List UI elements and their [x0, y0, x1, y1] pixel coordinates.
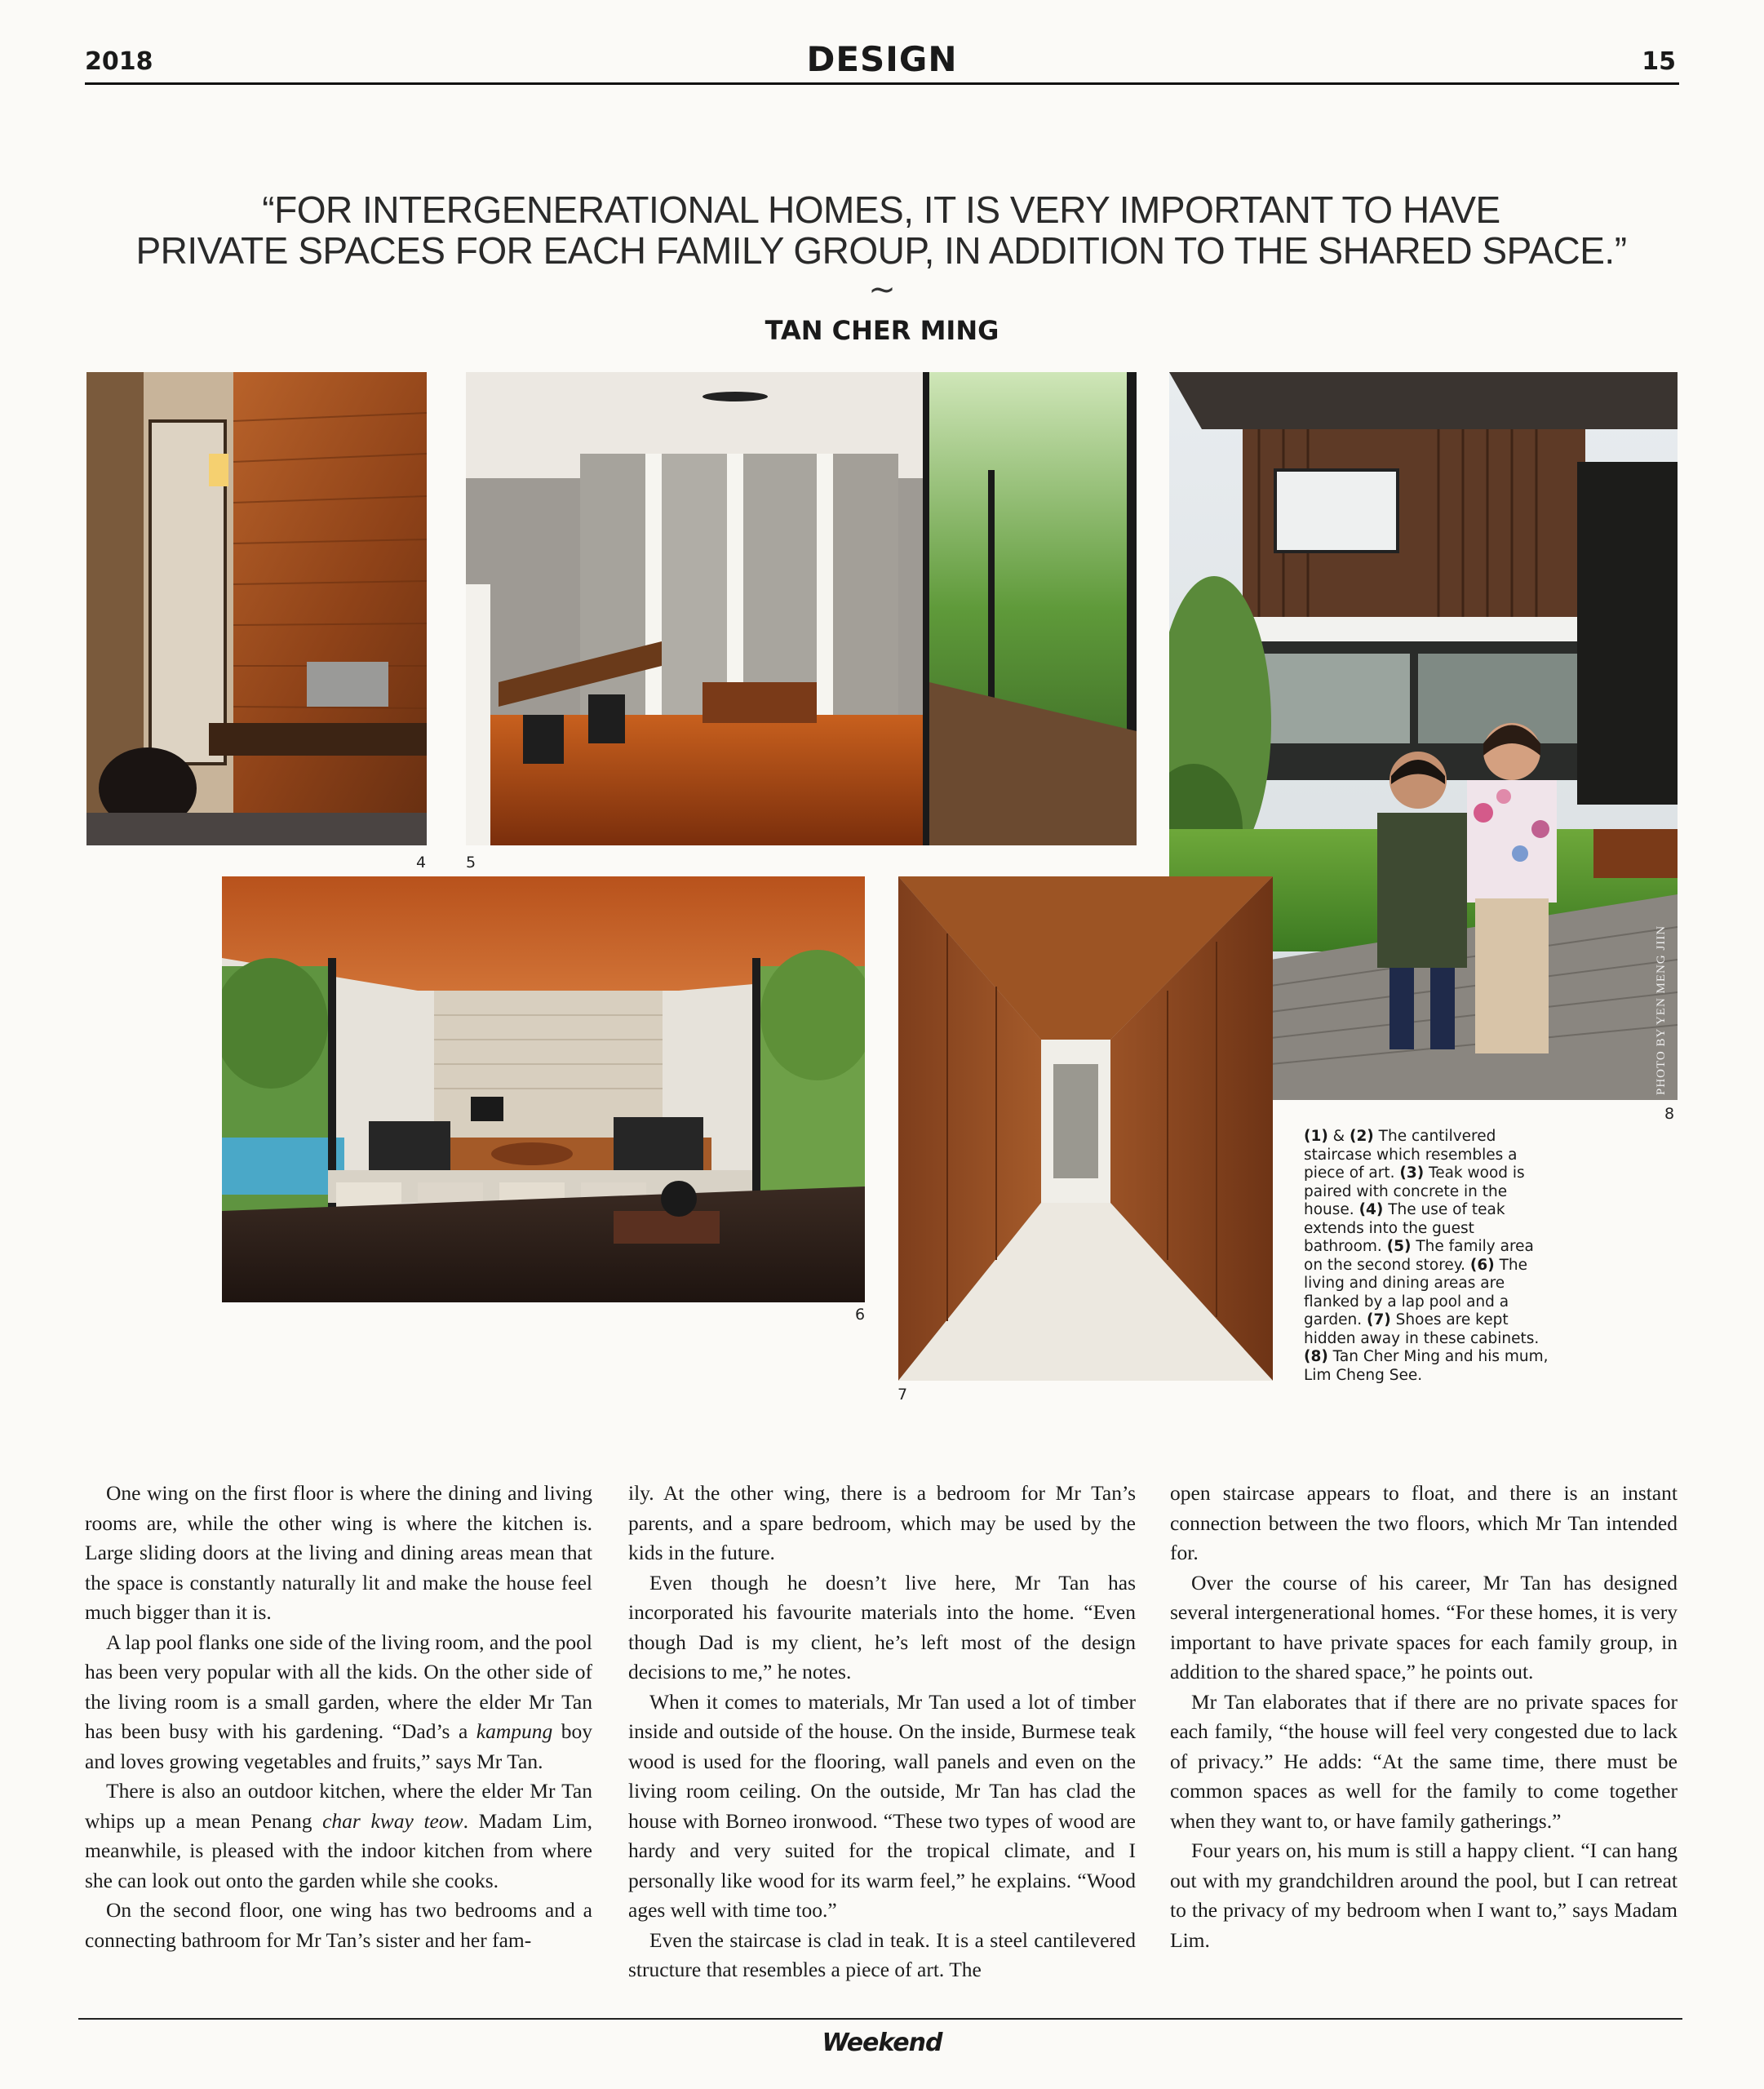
- caption-tag-5: (5): [1386, 1238, 1412, 1255]
- photo-number-5: 5: [466, 854, 476, 872]
- paragraph: There is also an outdoor kitchen, where the elder Mr Tan whips up a mean Penang char kway teow. Madam Lim, meanwhile, is pleased with the indoor kitchen from where she can look out onto the garden while she cooks.: [85, 1779, 593, 1892]
- footer-rule: [78, 2018, 1682, 2020]
- quote-separator: ~: [868, 271, 896, 308]
- caption-tag-8: (8): [1304, 1348, 1328, 1365]
- paragraph: One wing on the first floor is where the dining and living rooms are, while the other wing is where the kitchen is. Large sliding doors at the living and dining areas mean that the space is constantly naturally lit and make the house feel much bigger than it is.: [85, 1481, 592, 1624]
- caption-text-8: Tan Cher Ming and his mum, Lim Cheng See.: [1304, 1348, 1549, 1384]
- paragraph: ily. At the other wing, there is a bedroom for Mr Tan’s parents, and a spare bedroom, which may be used by the kids in the future.: [628, 1481, 1136, 1564]
- paragraph: On the second floor, one wing has two bedrooms and a connecting bathroom for Mr Tan’s sister and her fam-: [85, 1898, 592, 1952]
- page-number: 15: [1642, 47, 1676, 76]
- photo-corridor-cabinets: [898, 876, 1273, 1381]
- paragraph: Even though he doesn’t live here, Mr Tan has incorporated his favourite materials into the home. “Even though Dad is my client, he’s left most of the design decisions to me,” he notes.: [628, 1570, 1136, 1683]
- caption-text-2: The cantilvered staircase which resembles a piece of art.: [1304, 1128, 1518, 1182]
- photo-family-area: [466, 372, 1137, 845]
- body-column-1: [85, 1479, 592, 1955]
- paragraph: Four years on, his mum is still a happy client. “I can hang out with my grandchildren around the pool, but I can retreat to the privacy of my bedroom when I want to,” says Madam Lim.: [1170, 1838, 1678, 1952]
- pull-quote: [106, 189, 1656, 271]
- header-rule: [85, 82, 1679, 85]
- caption-text-4: The use of teak extends into the guest bathroom.: [1304, 1201, 1505, 1255]
- section-title: DESIGN: [806, 39, 958, 79]
- paragraph: Mr Tan elaborates that if there are no private spaces for each family, “the house will feel very congested due to lack of privacy.” He adds: “At the same time, there must be common spaces as well for the family to come together when they want to, or have family gatherings.”: [1170, 1689, 1678, 1833]
- photo-number-7: 7: [898, 1386, 908, 1404]
- paragraph: Over the course of his career, Mr Tan has designed several intergenerational homes. “For these homes, it is very important to have private spaces for each family group, in addition to the shared space,” he points out.: [1170, 1570, 1678, 1683]
- body-column-2: [628, 1479, 1136, 1985]
- photo-number-4: 4: [416, 854, 427, 872]
- caption-text-3: Teak wood is paired with concrete in the house.: [1304, 1164, 1525, 1218]
- paragraph: A lap pool flanks one side of the living room, and the pool has been very popular with all the kids. On the other side of the living room is a small garden, where the elder Mr Tan has been busy with his gardening. “Dad’s a kampung boy and loves growing vegetables and fruits,” says Mr Tan.: [85, 1630, 592, 1773]
- paragraph: When it comes to materials, Mr Tan used a lot of timber inside and outside of the house. On the inside, Burmese teak wood is used for the flooring, wall panels and even on the living room ceiling. On the outside, Mr Tan has clad the house with Borneo ironwood. “These two types of wood are hardy and very suited for the tropical climate, and I personally like wood for its warm feel,” he explains. “Wood ages well with time too.”: [628, 1689, 1136, 1922]
- footer-brand-logo: Weekend: [822, 2029, 942, 2057]
- paragraph: Even the staircase is clad in teak. It is a steel cantilevered structure that resembles a piece of art. The: [628, 1927, 1136, 1981]
- paragraph: open staircase appears to float, and there is an instant connection between the two floors, which Mr Tan intended for.: [1170, 1481, 1678, 1564]
- pull-quote-line-1: “FOR INTERGENERATIONAL HOMES, IT IS VERY IMPORTANT TO HAVE: [262, 188, 1500, 231]
- photo-number-8: 8: [1664, 1105, 1675, 1123]
- caption-text-6: The living and dining areas are flanked by a lap pool and a garden.: [1304, 1256, 1527, 1328]
- caption-text-7: Shoes are kept hidden away in these cabinets.: [1304, 1311, 1540, 1347]
- caption-tag-4: (4): [1358, 1201, 1384, 1218]
- caption-text-5: The family area on the second storey.: [1304, 1238, 1534, 1274]
- issue-year: 2018: [85, 47, 153, 76]
- photo-captions: [1304, 1128, 1549, 1385]
- body-column-3: [1170, 1479, 1678, 1955]
- caption-tag-2: (2): [1349, 1128, 1374, 1145]
- photo-guest-bathroom: [86, 372, 427, 845]
- caption-tag-3: (3): [1399, 1164, 1425, 1182]
- photo-living-dining: [222, 876, 865, 1302]
- caption-tag-7: (7): [1366, 1311, 1391, 1328]
- caption-tag-6: (6): [1469, 1256, 1495, 1274]
- quote-author: TAN CHER MING: [765, 315, 999, 346]
- photo-number-6: 6: [855, 1306, 866, 1324]
- pull-quote-line-2: PRIVATE SPACES FOR EACH FAMILY GROUP, IN ADDITION TO THE SHARED SPACE.”: [135, 229, 1627, 272]
- caption-text-1: &: [1327, 1128, 1350, 1145]
- photo-credit: PHOTO BY YEN MENG JIIN: [1655, 925, 1668, 1095]
- caption-tag-1: (1): [1304, 1128, 1328, 1145]
